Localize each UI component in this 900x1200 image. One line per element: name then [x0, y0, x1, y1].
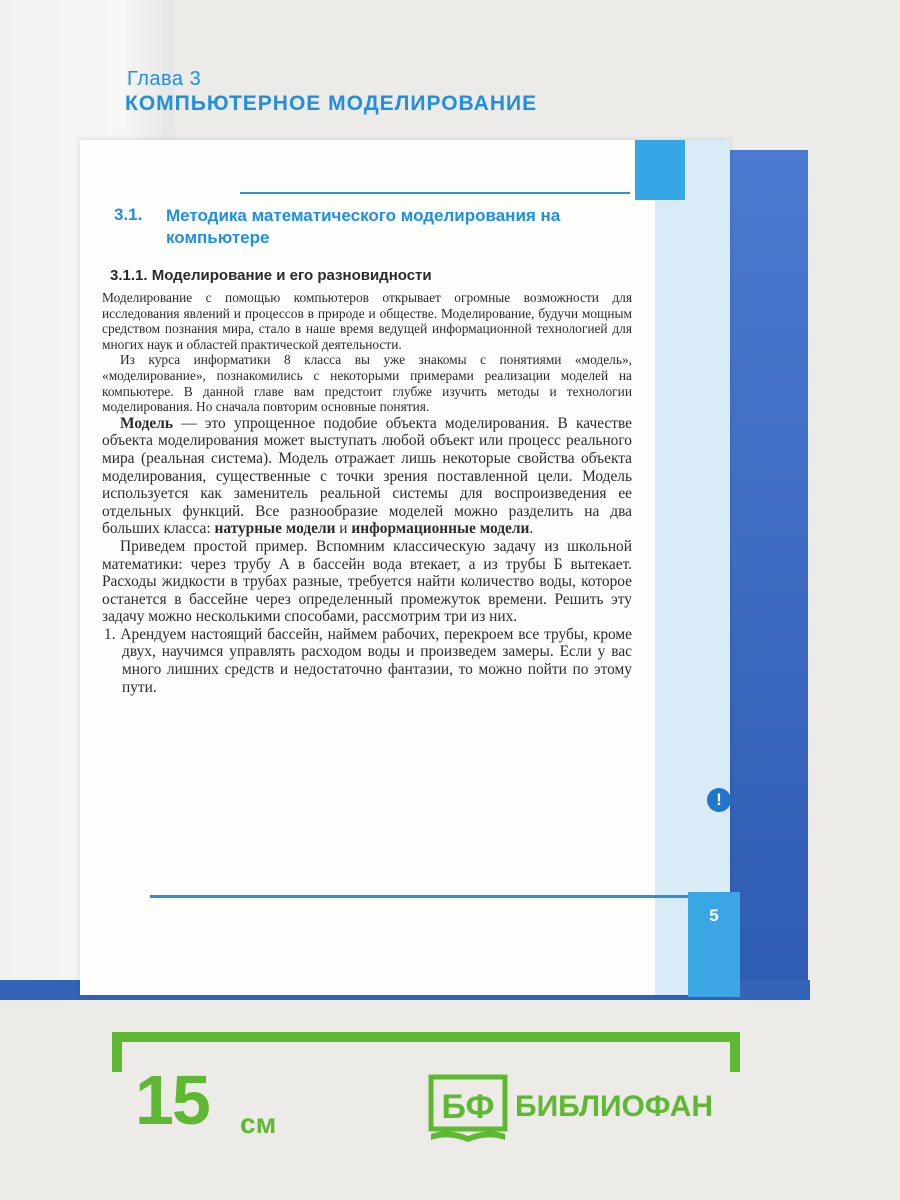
- list-text: Арендуем настоящий бассейн, наймем рабочих, перекроем все трубы, кроме двух, научимся управлять расходом воды и произведем замеры. Если у вас много лишних средств и недостаточно фантазии, то можно пойти по этому пути.: [120, 625, 632, 696]
- footer-rule: [150, 895, 715, 898]
- ruler-value: 15: [135, 1061, 209, 1139]
- subsection-title: 3.1.1. Моделирование и его разновидности: [110, 267, 432, 284]
- paragraph: Из курса информатики 8 класса вы уже знакомы с понятиями «модель», «моделирование», познакомились с некоторыми примерами реализации моделей на компьютере. В данной главе вам предстоит глубже изучить методы и технологии моделирования. Но сначала повторим основные понятия.: [102, 352, 632, 415]
- margin-band: [655, 140, 730, 995]
- section-title: Методика математического моделирования на компьютере: [166, 206, 561, 247]
- exclamation-icon: !: [707, 788, 731, 812]
- ruler-left-tick: [112, 1032, 122, 1072]
- ruler-right-tick: [730, 1032, 740, 1072]
- term-natural-models: натурные модели: [214, 520, 336, 538]
- logo-text: БИБЛИОФАН: [515, 1090, 714, 1123]
- ruler-unit: см: [240, 1108, 277, 1139]
- paragraph: [102, 415, 632, 538]
- chapter-title: КОМПЬЮТЕРНОЕ МОДЕЛИРОВАНИЕ: [125, 92, 538, 115]
- page-number: 5: [688, 892, 740, 997]
- book-cover-right-edge: [728, 150, 808, 1000]
- header-color-block: [635, 140, 685, 200]
- list-number: 1.: [104, 625, 116, 643]
- book-logo-icon: [428, 1074, 508, 1144]
- paragraph: Моделирование с помощью компьютеров открывает огромные возможности для исследования явлений и процессов в природе и обществе. Моделирование, будучи мощным средством познания мира, стало в наше время ведущей информационной технологией для многих наук и областей практической деятельности.: [102, 290, 632, 352]
- section-number: 3.1.: [114, 205, 143, 224]
- term-model: Модель: [120, 414, 173, 432]
- period: .: [529, 520, 534, 538]
- header-rule: [240, 192, 630, 194]
- body-text: [102, 290, 632, 696]
- term-information-models: информационные модели: [351, 520, 530, 538]
- paragraph-text: — это упрощенное подобие объекта моделирования. В качестве объекта моделирования может выступать любой объект или процесс реального мира (реальная система). Модель отражает лишь некоторые свойства объекта моделирования, существенные с точки зрения поставленной цели. Модель используется как заменитель реальной системы для воспроизведения ее отдельных функций. Все разнообразие моделей можно разделить на два больших класса:: [102, 414, 632, 538]
- chapter-label: Глава 3: [127, 68, 202, 90]
- list-item: [102, 626, 632, 696]
- conjunction: и: [335, 520, 352, 538]
- logo-mark: БФ: [441, 1088, 495, 1126]
- ruler-top-line: [112, 1032, 740, 1042]
- paragraph: Приведем простой пример. Вспомним классическую задачу из школьной математики: через трубу А в бассейн вода втекает, а из трубы Б вытекает. Расходы жидкости в трубах разные, требуется найти количество воды, которое останется в бассейне через определенный промежуток времени. Решить эту задачу можно несколькими способами, рассмотрим три из них.: [102, 537, 632, 626]
